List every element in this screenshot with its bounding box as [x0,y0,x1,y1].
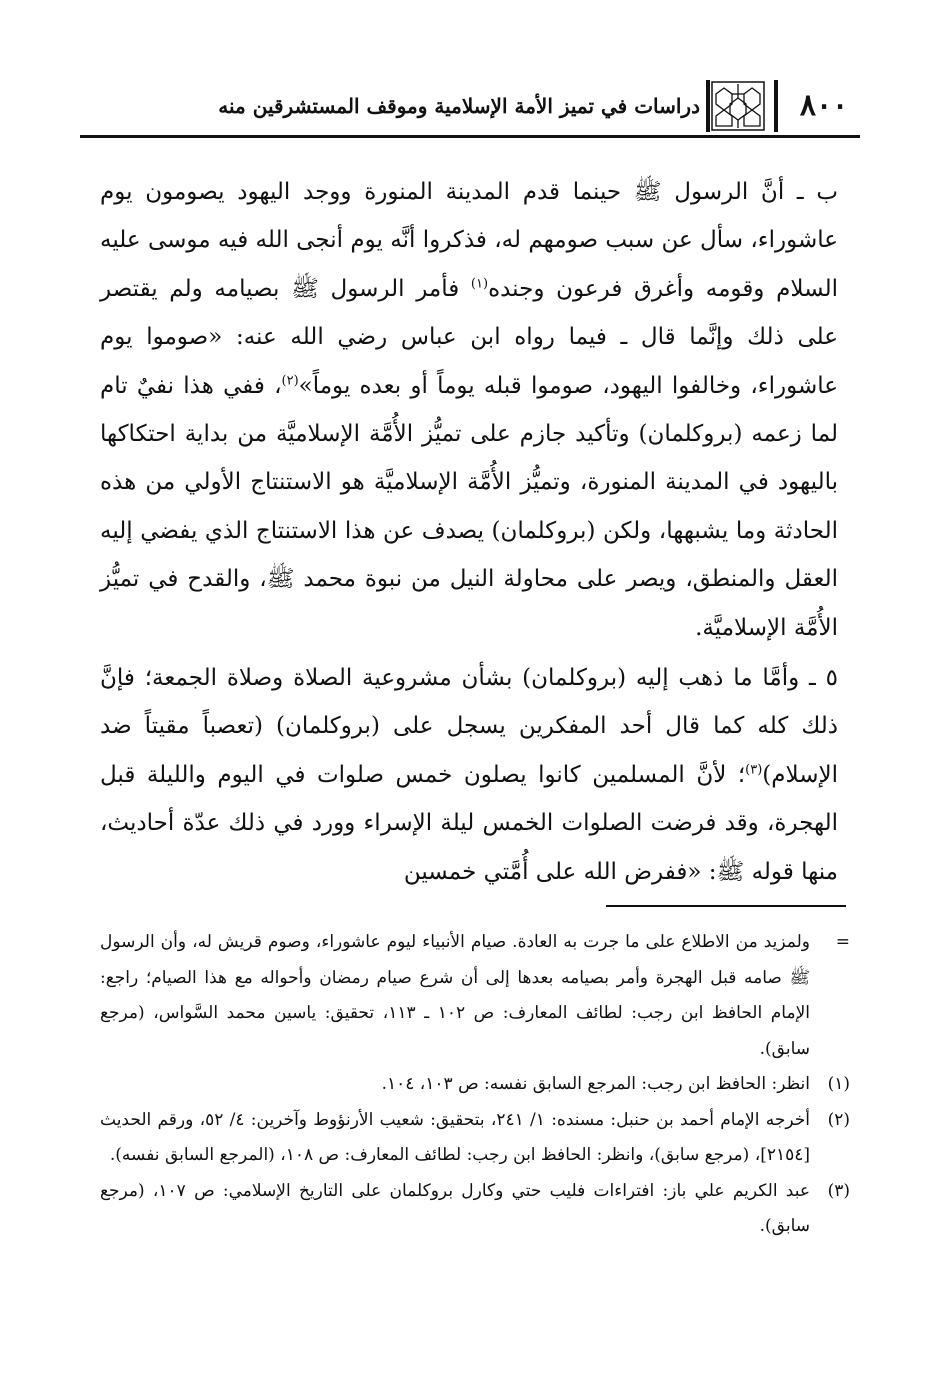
footnote-text: أخرجه الإمام أحمد بن حنبل: مسنده: ١/ ٢٤١، بتحقيق: شعيب الأرنؤوط وآخرين: ٤/ ٥٢، ورقم الحديث [٢١٥٤]، (مرجع سابق)، وانظر: الحافظ ابن رجب: لطائف المعارف: ص ١٠٨، (المرجع السابق نفسه). [100,1109,810,1165]
footnote-text: انظر: الحافظ ابن رجب: المرجع السابق نفسه: ص ١٠٣، ١٠٤. [381,1074,810,1094]
footnote-mark: (٣) [827,1180,850,1201]
footnote-text: ولمزيد من الاطلاع على ما جرت به العادة. صيام الأنبياء ليوم عاشوراء، وصوم قريش له، وأن الرسول ﷺ صامه قبل الهجرة وأمر بصيامه بعدها إلى أن شرع صيام رمضان وأحواله مع هذا الصيام؛ راجع: الإمام الحافظ ابن رجب: لطائف المعارف: ص ١٠٢ ـ ١١٣، تحقيق: ياسين محمد السَّواس، (مرجع سابق). [100,932,810,1059]
ornament-icon [706,80,778,132]
footnote-ref-1: (١) [470,276,489,292]
footnote-mark: (١) [827,1074,850,1094]
paragraph-1-part-3: ، ففي هذا نفيٌ تام لما زعمه (بروكلمان) وتأكيد جازم على تميُّز الأُمَّة الإسلاميَّة من بداية احتكاكها باليهود في المدينة المنورة، وتميُّز الأُمَّة الإسلاميَّة هو الاستنتاج الأولي من هذه الحادثة وما يشبهها، ولكن (بروكلمان) يصدف عن هذا الاستنتاج الذي يفضي إليه العقل والمنطق، ويصر على محاولة النيل من نبوة محمد ﷺ، والقدح في تميُّز الأُمَّة الإسلاميَّة. [100,372,838,641]
header-rule [80,135,860,138]
footnote-mark: (٢) [827,1109,850,1130]
footnote-separator [606,905,846,907]
main-text [100,168,838,896]
footnote-continuation [100,925,850,1067]
paragraph-1-part-1: ب ـ أنَّ الرسول ﷺ حينما قدم المدينة المنورة ووجد اليهود يصومون يوم عاشوراء، سأل عن سبب صومهم له، فذكروا أنَّه يوم أنجى الله فيه موسى عليه السلام وقومه وأغرق فرعون وجنده [100,179,838,302]
paragraph-2 [100,654,838,896]
paragraph-1 [100,168,838,652]
page-header [80,80,860,138]
footnote-3 [100,1174,850,1245]
footnote-text: عبد الكريم علي باز: افتراءات فليب حتي وكارل بروكلمان على التاريخ الإسلامي: ص ١٠٧، (مرجع سابق). [100,1180,810,1236]
footnotes [100,925,850,1245]
running-title: دراسات في تميز الأمة الإسلامية وموقف المستشرقين منه [218,94,700,118]
paragraph-2-part-2: ؛ لأنَّ المسلمين كانوا يصلون خمس صلوات في اليوم والليلة قبل الهجرة، وقد فرضت الصلوات الخمس ليلة الإسراء وورد في ذلك عدّة أحاديث، منها قوله ﷺ: «ففرض الله على أُمَّتي خمسين [100,761,838,885]
footnote-2 [100,1103,850,1174]
paragraph-1-part-2: فأمر الرسول ﷺ بصيامه ولم يقتصر على ذلك وإنَّما قال ـ فيما رواه ابن عباس رضي الله عنه: «صوموا يوم عاشوراء، وخالفوا اليهود، صوموا قبله يوماً أو بعده يوماً» [100,275,838,399]
footnote-ref-2: (٢) [281,372,299,388]
paragraph-2-part-1: ٥ ـ وأمَّا ما ذهب إليه (بروكلمان) بشأن مشروعية الصلاة وصلاة الجمعة؛ فإنَّ ذلك كله كما قال أحد المفكرين يسجل على (بروكلمان) (تعصباً مقيتاً ضد الإسلام) [100,665,838,788]
footnote-ref-3: (٣) [745,762,763,778]
footnote-mark: = [835,932,850,952]
page-number: ٨٠٠ [799,88,849,123]
footnote-1 [100,1067,850,1103]
